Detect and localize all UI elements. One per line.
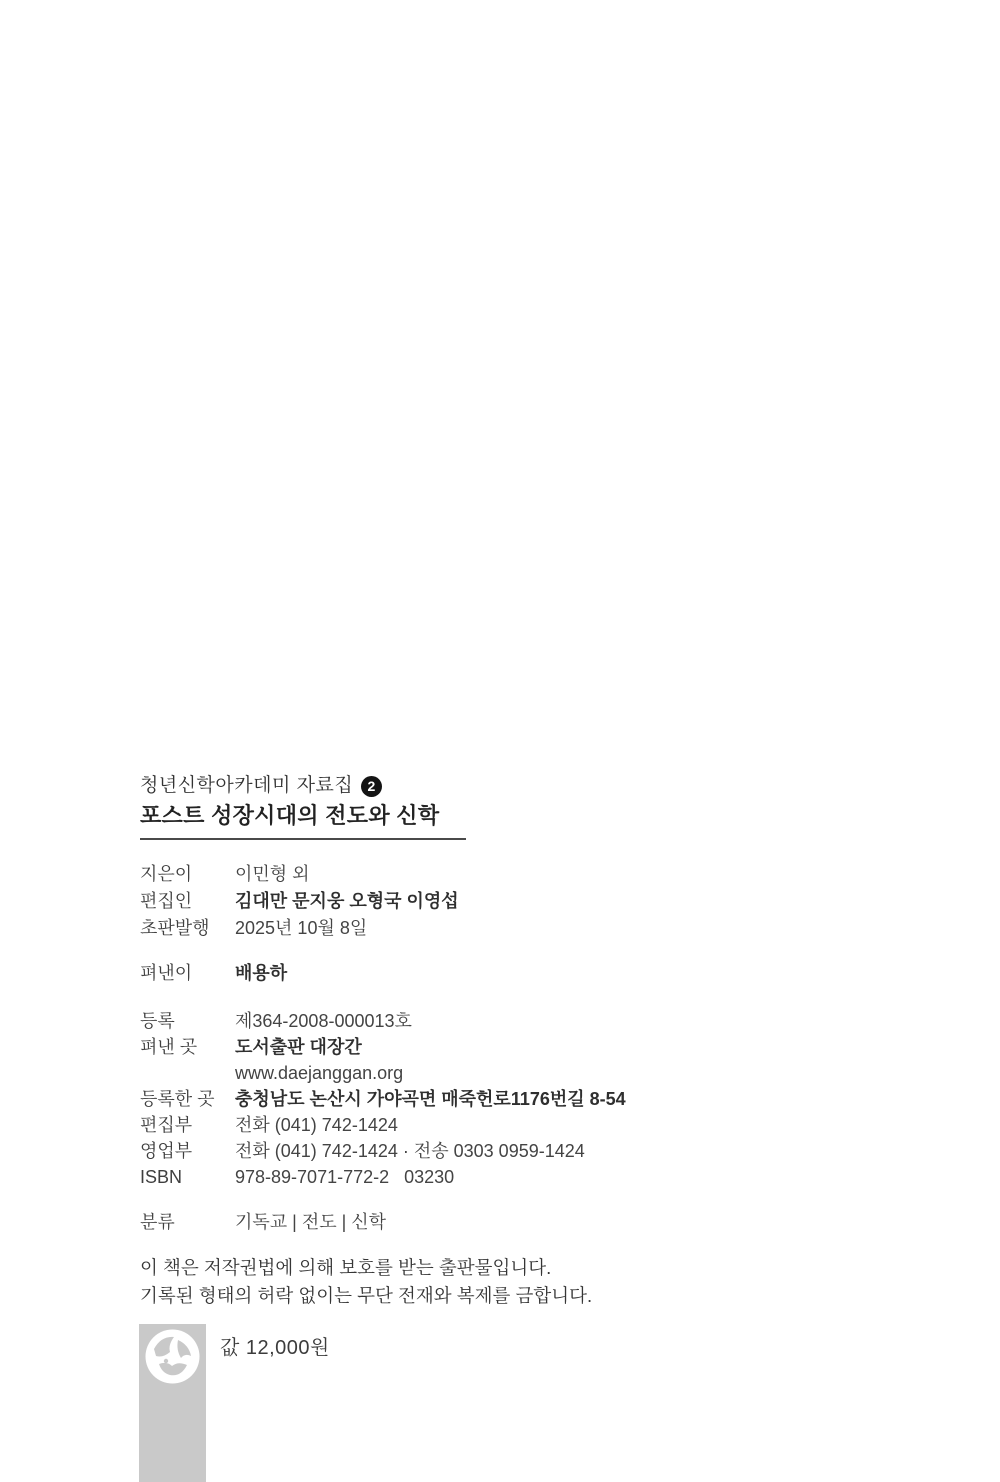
row-publisher-person — [140, 960, 287, 987]
row-editorial-dept — [140, 1112, 626, 1138]
isbn-value: 978-89-7071-772-2 03230 — [235, 1167, 455, 1187]
row-label: 등록 — [140, 1011, 175, 1031]
row-value: 제364-2008-000013호 — [235, 1011, 412, 1031]
row-value: 2025년 10월 8일 — [235, 918, 368, 938]
colophon-group-authors — [140, 861, 459, 942]
series-number-badge: 2 — [361, 776, 382, 797]
row-value: 기독교 | 전도 | 신학 — [235, 1212, 387, 1232]
row-website — [140, 1060, 626, 1086]
globe-icon — [144, 1328, 201, 1385]
row-registration — [140, 1008, 626, 1034]
row-label: 초판발행 — [140, 918, 210, 938]
copyright-notice — [140, 1254, 592, 1309]
row-value: 김대만 문지웅 오형국 이영섭 — [235, 891, 459, 911]
colophon-group-publication — [140, 1008, 626, 1190]
row-label: 편집부 — [140, 1115, 193, 1135]
row-value: 이민형 외 — [235, 864, 310, 884]
copyright-line-2: 기록된 형태의 허락 없이는 무단 전재와 복제를 금합니다. — [140, 1284, 593, 1306]
row-label — [140, 1060, 235, 1086]
colophon-group-category — [140, 1209, 386, 1236]
row-label: 편집인 — [140, 891, 193, 911]
title-divider — [140, 838, 466, 840]
row-isbn — [140, 1164, 626, 1190]
row-label: 영업부 — [140, 1141, 193, 1161]
row-category — [140, 1209, 386, 1236]
row-publisher — [140, 1034, 626, 1060]
row-label: 지은이 — [140, 864, 193, 884]
row-label: 펴낸이 — [140, 963, 193, 983]
row-value: 배용하 — [235, 963, 288, 983]
price-label: 값 12,000원 — [220, 1337, 330, 1359]
row-value: 전화 (041) 742-1424 — [235, 1115, 398, 1135]
row-registered-address — [140, 1086, 626, 1112]
row-value: 충청남도 논산시 가야곡면 매죽헌로1176번길 8-54 — [235, 1089, 626, 1109]
row-sales-dept — [140, 1138, 626, 1164]
colophon-group-publisher-person — [140, 960, 287, 987]
publisher-spine-bar — [139, 1324, 206, 1482]
row-label: ISBN — [140, 1167, 183, 1187]
row-value: 전화 (041) 742-1424 · 전송 0303 0959-1424 — [235, 1141, 585, 1161]
book-title: 포스트 성장시대의 전도와 신학 — [140, 803, 440, 828]
copyright-line-1: 이 책은 저작권법에 의해 보호를 받는 출판물입니다. — [140, 1257, 552, 1278]
row-label: 펴낸 곳 — [140, 1037, 198, 1057]
row-label: 분류 — [140, 1212, 175, 1232]
row-editor — [140, 888, 459, 915]
row-author — [140, 861, 459, 888]
series-line — [140, 774, 467, 798]
header — [140, 774, 467, 840]
series-label: 청년신학아카데미 자료집 — [140, 775, 354, 796]
row-first-edition — [140, 915, 459, 942]
publisher-website: www.daejanggan.org — [235, 1063, 404, 1083]
row-label: 등록한 곳 — [140, 1089, 215, 1109]
row-value: 도서출판 대장간 — [235, 1037, 362, 1057]
